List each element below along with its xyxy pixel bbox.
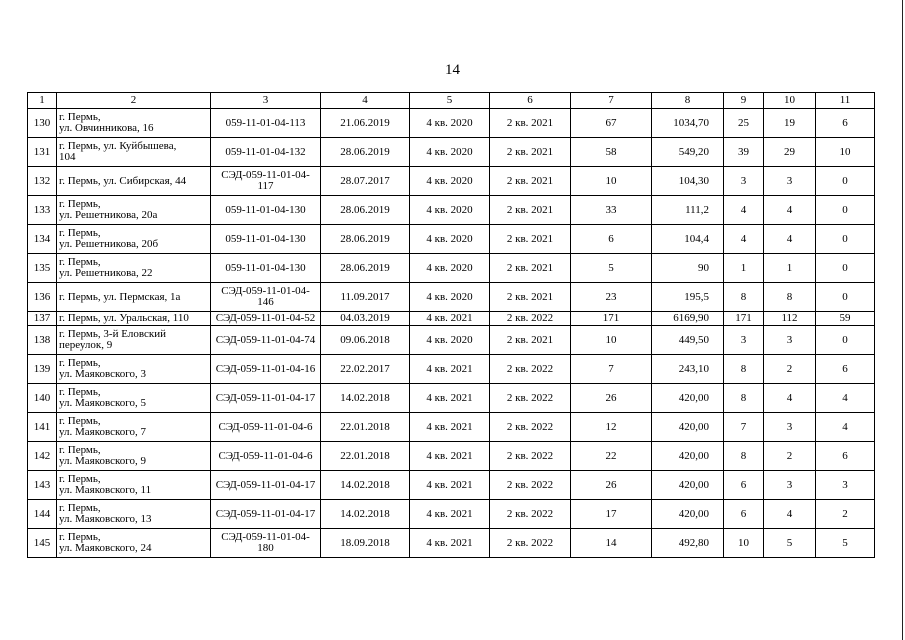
column-11-cell: 3 <box>816 471 875 500</box>
column-number-cell: 3 <box>211 93 321 109</box>
end-quarter-cell: 2 кв. 2022 <box>490 413 571 442</box>
column-9-cell: 7 <box>724 413 764 442</box>
start-quarter-cell: 4 кв. 2021 <box>410 355 490 384</box>
document-number-cell: СЭД-059-11-01-04-6 <box>211 442 321 471</box>
start-quarter-cell: 4 кв. 2021 <box>410 312 490 326</box>
start-quarter-cell: 4 кв. 2020 <box>410 326 490 355</box>
row-number-cell: 130 <box>28 109 57 138</box>
address-cell: г. Пермь, 3-й Еловский переулок, 9 <box>57 326 211 355</box>
document-number-cell: СЭД-059-11-01-04-74 <box>211 326 321 355</box>
column-9-cell: 1 <box>724 254 764 283</box>
document-date-cell: 14.02.2018 <box>321 500 410 529</box>
address-cell: г. Пермь, ул. Маяковского, 3 <box>57 355 211 384</box>
column-number-row <box>28 93 875 109</box>
row-number-cell: 132 <box>28 167 57 196</box>
column-8-cell: 420,00 <box>652 413 724 442</box>
document-date-cell: 28.06.2019 <box>321 138 410 167</box>
document-date-cell: 11.09.2017 <box>321 283 410 312</box>
column-9-cell: 25 <box>724 109 764 138</box>
start-quarter-cell: 4 кв. 2020 <box>410 167 490 196</box>
column-11-cell: 0 <box>816 196 875 225</box>
end-quarter-cell: 2 кв. 2022 <box>490 312 571 326</box>
address-cell: г. Пермь, ул. Решетникова, 22 <box>57 254 211 283</box>
column-10-cell: 3 <box>764 326 816 355</box>
row-number-cell: 145 <box>28 529 57 558</box>
table-row <box>28 471 875 500</box>
address-cell: г. Пермь, ул. Овчинникова, 16 <box>57 109 211 138</box>
document-number-cell: СЭД-059-11-01-04-6 <box>211 413 321 442</box>
column-10-cell: 2 <box>764 355 816 384</box>
document-date-cell: 28.06.2019 <box>321 225 410 254</box>
start-quarter-cell: 4 кв. 2020 <box>410 254 490 283</box>
column-11-cell: 10 <box>816 138 875 167</box>
start-quarter-cell: 4 кв. 2021 <box>410 529 490 558</box>
column-10-cell: 3 <box>764 413 816 442</box>
start-quarter-cell: 4 кв. 2021 <box>410 442 490 471</box>
column-number-cell: 5 <box>410 93 490 109</box>
column-number-cell: 8 <box>652 93 724 109</box>
column-10-cell: 3 <box>764 167 816 196</box>
column-10-cell: 112 <box>764 312 816 326</box>
address-cell: г. Пермь, ул. Решетникова, 20б <box>57 225 211 254</box>
column-11-cell: 5 <box>816 529 875 558</box>
column-11-cell: 4 <box>816 384 875 413</box>
document-date-cell: 22.02.2017 <box>321 355 410 384</box>
column-7-cell: 33 <box>571 196 652 225</box>
column-7-cell: 67 <box>571 109 652 138</box>
row-number-cell: 133 <box>28 196 57 225</box>
column-7-cell: 14 <box>571 529 652 558</box>
address-cell: г. Пермь, ул. Куйбышева, 104 <box>57 138 211 167</box>
column-8-cell: 90 <box>652 254 724 283</box>
column-9-cell: 10 <box>724 529 764 558</box>
column-7-cell: 12 <box>571 413 652 442</box>
column-7-cell: 10 <box>571 326 652 355</box>
column-9-cell: 4 <box>724 196 764 225</box>
address-cell: г. Пермь, ул. Сибирская, 44 <box>57 167 211 196</box>
column-7-cell: 58 <box>571 138 652 167</box>
column-8-cell: 6169,90 <box>652 312 724 326</box>
end-quarter-cell: 2 кв. 2021 <box>490 167 571 196</box>
document-number-cell: 059-11-01-04-130 <box>211 196 321 225</box>
document-number-cell: СЭД-059-11-01-04-17 <box>211 471 321 500</box>
table-row <box>28 254 875 283</box>
row-number-cell: 134 <box>28 225 57 254</box>
address-cell: г. Пермь, ул. Маяковского, 13 <box>57 500 211 529</box>
column-10-cell: 8 <box>764 283 816 312</box>
column-number-cell: 10 <box>764 93 816 109</box>
end-quarter-cell: 2 кв. 2022 <box>490 384 571 413</box>
column-9-cell: 8 <box>724 283 764 312</box>
row-number-cell: 141 <box>28 413 57 442</box>
column-8-cell: 195,5 <box>652 283 724 312</box>
document-date-cell: 28.06.2019 <box>321 254 410 283</box>
column-8-cell: 104,30 <box>652 167 724 196</box>
table-row <box>28 384 875 413</box>
start-quarter-cell: 4 кв. 2020 <box>410 225 490 254</box>
table-row <box>28 529 875 558</box>
start-quarter-cell: 4 кв. 2021 <box>410 471 490 500</box>
document-number-cell: 059-11-01-04-113 <box>211 109 321 138</box>
page-number: 14 <box>445 62 460 78</box>
column-11-cell: 0 <box>816 283 875 312</box>
row-number-cell: 135 <box>28 254 57 283</box>
column-11-cell: 0 <box>816 225 875 254</box>
address-cell: г. Пермь, ул. Маяковского, 7 <box>57 413 211 442</box>
column-8-cell: 492,80 <box>652 529 724 558</box>
end-quarter-cell: 2 кв. 2022 <box>490 471 571 500</box>
column-8-cell: 449,50 <box>652 326 724 355</box>
column-9-cell: 3 <box>724 167 764 196</box>
document-date-cell: 22.01.2018 <box>321 442 410 471</box>
row-number-cell: 144 <box>28 500 57 529</box>
column-number-cell: 1 <box>28 93 57 109</box>
column-number-cell: 9 <box>724 93 764 109</box>
end-quarter-cell: 2 кв. 2022 <box>490 355 571 384</box>
column-8-cell: 420,00 <box>652 471 724 500</box>
register-table <box>27 92 875 558</box>
document-number-cell: 059-11-01-04-132 <box>211 138 321 167</box>
end-quarter-cell: 2 кв. 2021 <box>490 326 571 355</box>
column-10-cell: 4 <box>764 196 816 225</box>
document-date-cell: 09.06.2018 <box>321 326 410 355</box>
document-date-cell: 21.06.2019 <box>321 109 410 138</box>
column-11-cell: 6 <box>816 109 875 138</box>
column-8-cell: 420,00 <box>652 384 724 413</box>
document-date-cell: 18.09.2018 <box>321 529 410 558</box>
end-quarter-cell: 2 кв. 2021 <box>490 283 571 312</box>
start-quarter-cell: 4 кв. 2020 <box>410 196 490 225</box>
document-date-cell: 14.02.2018 <box>321 384 410 413</box>
document-number-cell: СЭД-059-11-01-04- 146 <box>211 283 321 312</box>
address-cell: г. Пермь, ул. Маяковского, 24 <box>57 529 211 558</box>
table-row <box>28 326 875 355</box>
table-row <box>28 167 875 196</box>
address-cell: г. Пермь, ул. Маяковского, 9 <box>57 442 211 471</box>
register-table-body <box>28 93 875 558</box>
column-9-cell: 8 <box>724 442 764 471</box>
start-quarter-cell: 4 кв. 2021 <box>410 384 490 413</box>
column-10-cell: 4 <box>764 500 816 529</box>
row-number-cell: 136 <box>28 283 57 312</box>
document-date-cell: 22.01.2018 <box>321 413 410 442</box>
document-date-cell: 28.06.2019 <box>321 196 410 225</box>
column-7-cell: 5 <box>571 254 652 283</box>
table-row <box>28 283 875 312</box>
end-quarter-cell: 2 кв. 2022 <box>490 442 571 471</box>
column-9-cell: 39 <box>724 138 764 167</box>
column-8-cell: 243,10 <box>652 355 724 384</box>
column-8-cell: 420,00 <box>652 500 724 529</box>
row-number-cell: 140 <box>28 384 57 413</box>
column-11-cell: 59 <box>816 312 875 326</box>
end-quarter-cell: 2 кв. 2021 <box>490 109 571 138</box>
document-number-cell: 059-11-01-04-130 <box>211 225 321 254</box>
start-quarter-cell: 4 кв. 2020 <box>410 283 490 312</box>
document-number-cell: 059-11-01-04-130 <box>211 254 321 283</box>
row-number-cell: 143 <box>28 471 57 500</box>
address-cell: г. Пермь, ул. Решетникова, 20а <box>57 196 211 225</box>
table-row <box>28 500 875 529</box>
column-10-cell: 3 <box>764 471 816 500</box>
column-11-cell: 0 <box>816 326 875 355</box>
table-row <box>28 355 875 384</box>
column-8-cell: 420,00 <box>652 442 724 471</box>
column-7-cell: 26 <box>571 471 652 500</box>
end-quarter-cell: 2 кв. 2021 <box>490 196 571 225</box>
document-number-cell: СЭД-059-11-01-04- 117 <box>211 167 321 196</box>
table-row <box>28 138 875 167</box>
column-9-cell: 6 <box>724 500 764 529</box>
column-11-cell: 0 <box>816 254 875 283</box>
row-number-cell: 139 <box>28 355 57 384</box>
column-10-cell: 19 <box>764 109 816 138</box>
column-7-cell: 26 <box>571 384 652 413</box>
row-number-cell: 138 <box>28 326 57 355</box>
column-9-cell: 6 <box>724 471 764 500</box>
start-quarter-cell: 4 кв. 2020 <box>410 138 490 167</box>
column-number-cell: 6 <box>490 93 571 109</box>
column-9-cell: 8 <box>724 355 764 384</box>
row-number-cell: 142 <box>28 442 57 471</box>
column-9-cell: 3 <box>724 326 764 355</box>
column-number-cell: 2 <box>57 93 211 109</box>
document-date-cell: 04.03.2019 <box>321 312 410 326</box>
column-7-cell: 7 <box>571 355 652 384</box>
column-10-cell: 1 <box>764 254 816 283</box>
end-quarter-cell: 2 кв. 2021 <box>490 138 571 167</box>
address-cell: г. Пермь, ул. Пермская, 1а <box>57 283 211 312</box>
end-quarter-cell: 2 кв. 2022 <box>490 500 571 529</box>
start-quarter-cell: 4 кв. 2021 <box>410 500 490 529</box>
table-row <box>28 442 875 471</box>
document-number-cell: СЭД-059-11-01-04-17 <box>211 500 321 529</box>
column-7-cell: 17 <box>571 500 652 529</box>
address-cell: г. Пермь, ул. Маяковского, 5 <box>57 384 211 413</box>
column-7-cell: 10 <box>571 167 652 196</box>
document-number-cell: СЭД-059-11-01-04-52 <box>211 312 321 326</box>
column-7-cell: 6 <box>571 225 652 254</box>
page-edge-line <box>902 0 903 640</box>
column-11-cell: 2 <box>816 500 875 529</box>
table-row <box>28 413 875 442</box>
column-7-cell: 22 <box>571 442 652 471</box>
end-quarter-cell: 2 кв. 2021 <box>490 254 571 283</box>
row-number-cell: 131 <box>28 138 57 167</box>
column-9-cell: 8 <box>724 384 764 413</box>
column-9-cell: 4 <box>724 225 764 254</box>
document-number-cell: СЭД-059-11-01-04- 180 <box>211 529 321 558</box>
table-row <box>28 312 875 326</box>
start-quarter-cell: 4 кв. 2020 <box>410 109 490 138</box>
table-row <box>28 225 875 254</box>
column-11-cell: 4 <box>816 413 875 442</box>
end-quarter-cell: 2 кв. 2022 <box>490 529 571 558</box>
start-quarter-cell: 4 кв. 2021 <box>410 413 490 442</box>
table-row <box>28 196 875 225</box>
address-cell: г. Пермь, ул. Маяковского, 11 <box>57 471 211 500</box>
column-number-cell: 11 <box>816 93 875 109</box>
document-date-cell: 28.07.2017 <box>321 167 410 196</box>
end-quarter-cell: 2 кв. 2021 <box>490 225 571 254</box>
document-date-cell: 14.02.2018 <box>321 471 410 500</box>
column-8-cell: 549,20 <box>652 138 724 167</box>
column-10-cell: 4 <box>764 384 816 413</box>
column-7-cell: 171 <box>571 312 652 326</box>
column-8-cell: 104,4 <box>652 225 724 254</box>
column-10-cell: 4 <box>764 225 816 254</box>
column-9-cell: 171 <box>724 312 764 326</box>
column-8-cell: 1034,70 <box>652 109 724 138</box>
column-number-cell: 4 <box>321 93 410 109</box>
document-number-cell: СЭД-059-11-01-04-16 <box>211 355 321 384</box>
column-8-cell: 111,2 <box>652 196 724 225</box>
column-10-cell: 2 <box>764 442 816 471</box>
table-row <box>28 109 875 138</box>
column-11-cell: 6 <box>816 442 875 471</box>
column-10-cell: 5 <box>764 529 816 558</box>
column-number-cell: 7 <box>571 93 652 109</box>
column-7-cell: 23 <box>571 283 652 312</box>
column-10-cell: 29 <box>764 138 816 167</box>
row-number-cell: 137 <box>28 312 57 326</box>
address-cell: г. Пермь, ул. Уральская, 110 <box>57 312 211 326</box>
column-11-cell: 6 <box>816 355 875 384</box>
column-11-cell: 0 <box>816 167 875 196</box>
document-number-cell: СЭД-059-11-01-04-17 <box>211 384 321 413</box>
